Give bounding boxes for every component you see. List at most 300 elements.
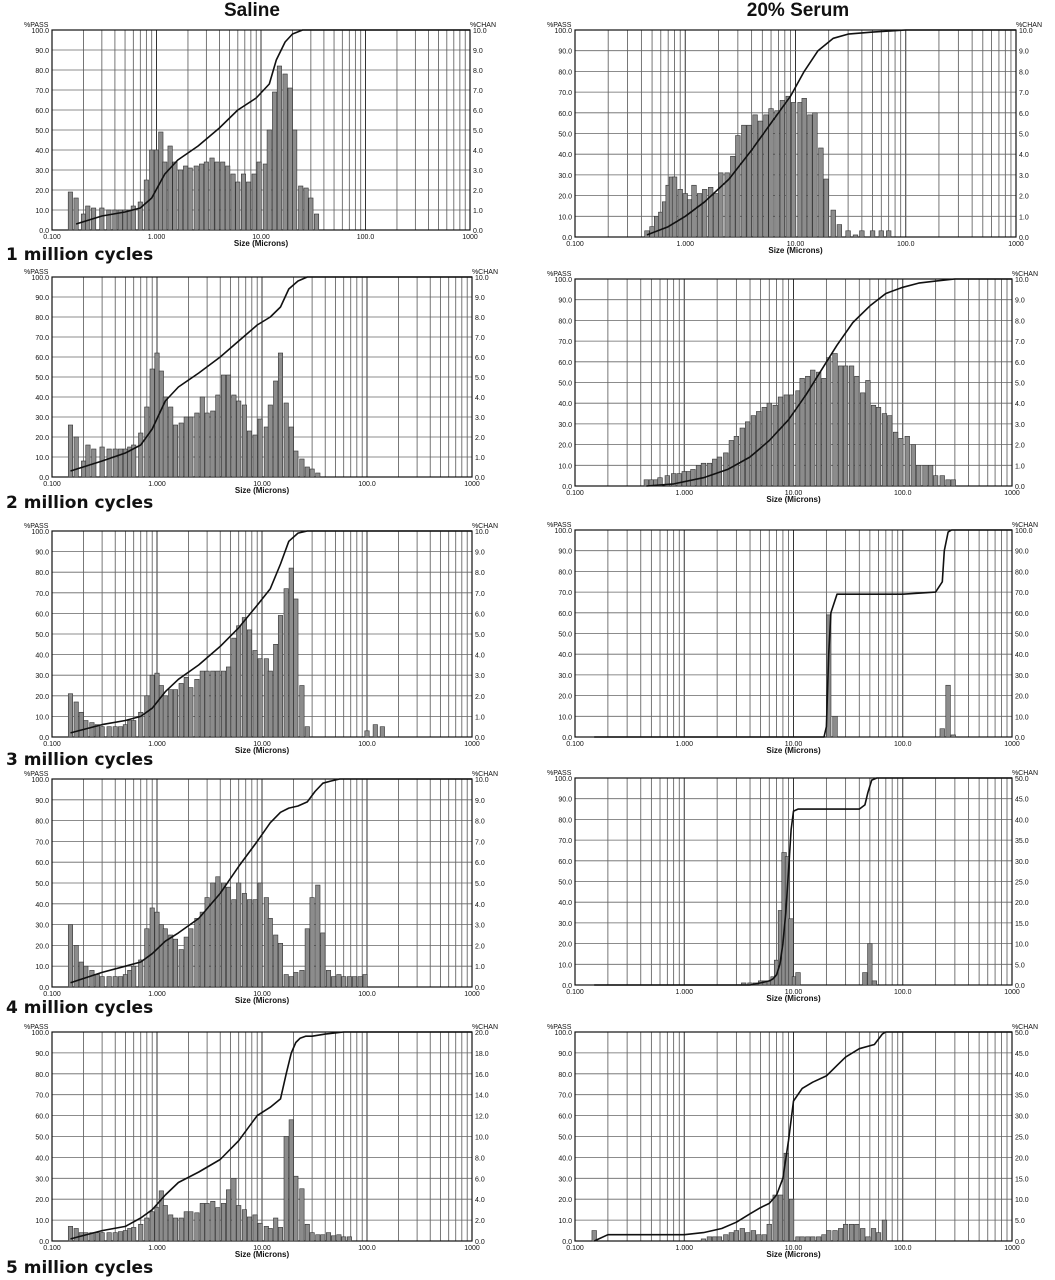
y2-tick-label: 8.0 <box>475 570 485 578</box>
y-axis-label: %PASS <box>24 523 49 530</box>
histogram-bar <box>284 589 288 737</box>
histogram-bar <box>321 933 325 987</box>
chart-panel-10 <box>529 1020 1055 1257</box>
y2-tick-label: 20.0 <box>1015 693 1029 701</box>
histogram-bar <box>846 231 851 237</box>
y2-tick-label: 3.0 <box>475 415 485 422</box>
histogram-bar <box>189 1212 193 1241</box>
y-tick-label: 80.0 <box>35 1071 49 1079</box>
histogram-bar <box>871 405 876 486</box>
histogram-bar <box>216 1208 220 1241</box>
y-axis-label: %PASS <box>547 522 572 529</box>
y-tick-label: 60.0 <box>558 858 572 866</box>
histogram-bar <box>253 435 257 477</box>
x-tick-label: 0.100 <box>566 741 584 748</box>
y2-tick-label: 0.0 <box>1015 484 1025 491</box>
histogram-bar <box>277 66 281 230</box>
y2-tick-label: 7.0 <box>1019 90 1029 98</box>
histogram-bar <box>762 1235 767 1241</box>
histogram-bar <box>90 970 94 987</box>
histogram-bar <box>786 96 791 237</box>
histogram-bar <box>267 130 271 230</box>
y2-tick-label: 35.0 <box>1015 838 1029 846</box>
histogram-bar <box>113 977 117 987</box>
histogram-bar <box>205 1203 209 1241</box>
y-tick-label: 100.0 <box>554 277 572 284</box>
y2-tick-label: 30.0 <box>1015 1113 1029 1121</box>
y-tick-label: 20.0 <box>558 693 572 701</box>
histogram-bar <box>309 198 313 230</box>
histogram-bar <box>775 111 780 237</box>
histogram-bar <box>204 162 208 230</box>
y2-tick-label: 3.0 <box>475 922 485 930</box>
y2-tick-label: 0.0 <box>475 985 485 992</box>
y-tick-label: 60.0 <box>35 108 49 115</box>
y-tick-label: 0.0 <box>562 1239 572 1246</box>
y-tick-label: 80.0 <box>35 68 49 75</box>
histogram-bar <box>822 378 827 486</box>
histogram-bar <box>342 1237 346 1241</box>
x-tick-label: 0.100 <box>566 490 584 497</box>
y2-tick-label: 8.0 <box>475 315 485 322</box>
histogram-bar <box>195 1213 199 1241</box>
histogram-bar <box>163 397 167 477</box>
y-tick-label: 70.0 <box>35 88 49 95</box>
x-tick-label: 10.00 <box>252 234 270 241</box>
y2-tick-label: 10.0 <box>475 1134 489 1142</box>
histogram-bar <box>342 977 346 987</box>
chart-panel-9 <box>6 1020 518 1257</box>
y2-tick-label: 45.0 <box>1015 1050 1029 1058</box>
histogram-bar <box>729 1233 734 1241</box>
y2-tick-label: 9.0 <box>475 549 485 557</box>
y-tick-label: 90.0 <box>35 549 49 557</box>
y-axis-label: %PASS <box>547 770 572 777</box>
histogram-bar <box>184 677 188 737</box>
x-tick-label: 10.00 <box>253 481 271 488</box>
x-tick-label: 1000 <box>462 234 478 241</box>
y-tick-label: 60.0 <box>35 355 49 362</box>
y-tick-label: 0.0 <box>39 228 49 235</box>
y-tick-label: 10.0 <box>35 1218 49 1226</box>
histogram-bar <box>767 403 772 486</box>
histogram-bar <box>107 1233 111 1241</box>
histogram-bar <box>316 885 320 987</box>
histogram-bar <box>876 1233 881 1241</box>
x-axis-label: Size (Microns) <box>766 994 821 1003</box>
histogram-bar <box>216 671 220 737</box>
histogram-bar <box>68 425 72 477</box>
row-label-2: 2 million cycles <box>6 493 154 513</box>
histogram-bar <box>855 376 860 486</box>
y-tick-label: 90.0 <box>35 48 49 55</box>
y-tick-label: 0.0 <box>39 1239 49 1246</box>
x-axis-label: Size (Microns) <box>234 746 290 755</box>
y-tick-label: 90.0 <box>558 48 572 56</box>
histogram-bar <box>179 1218 183 1241</box>
x-tick-label: 1.000 <box>675 490 694 497</box>
histogram-bar <box>253 650 257 737</box>
histogram-bar <box>773 1195 778 1241</box>
y2-tick-label: 5.0 <box>475 632 485 639</box>
histogram-bar <box>168 690 172 737</box>
histogram-bar <box>100 977 104 987</box>
y2-tick-label: 50.0 <box>1015 776 1029 783</box>
y-tick-label: 20.0 <box>35 188 49 195</box>
histogram-bar <box>876 407 881 486</box>
plot-area <box>24 269 498 495</box>
y2-tick-label: 30.0 <box>1015 858 1029 866</box>
histogram-bar <box>677 474 682 486</box>
x-tick-label: 10.00 <box>786 241 805 248</box>
histogram-bar <box>331 1236 335 1241</box>
y2-tick-label: 15.0 <box>1015 920 1029 928</box>
histogram-bar <box>644 480 649 486</box>
histogram-bar <box>232 395 236 477</box>
histogram-bar <box>200 912 204 987</box>
histogram-bar <box>802 98 807 237</box>
plot-area <box>547 22 1042 255</box>
x-tick-label: 1000 <box>464 481 480 488</box>
histogram-bar <box>184 417 188 477</box>
histogram-bar <box>268 1228 272 1241</box>
histogram-bar <box>696 465 701 486</box>
y-tick-label: 0.0 <box>39 985 49 992</box>
x-tick-label: 1.000 <box>675 1245 694 1252</box>
y2-axis-label: %CHAN <box>1015 22 1042 29</box>
histogram-bar <box>284 1137 288 1242</box>
histogram-bar <box>241 174 245 230</box>
histogram-bar <box>300 970 304 987</box>
histogram-bar <box>189 929 193 987</box>
histogram-bar <box>736 136 741 237</box>
y2-tick-label: 2.0 <box>475 435 485 442</box>
histogram-bar <box>232 900 236 987</box>
y-tick-label: 50.0 <box>35 1134 49 1142</box>
y2-tick-label: 0.0 <box>473 228 483 235</box>
y-tick-label: 30.0 <box>35 168 49 175</box>
y-tick-label: 20.0 <box>558 1197 572 1205</box>
y-tick-label: 60.0 <box>558 359 572 367</box>
histogram-bar <box>337 975 341 987</box>
y2-tick-label: 1.0 <box>475 964 485 972</box>
histogram-bar <box>278 353 282 477</box>
histogram-bar <box>184 1212 188 1241</box>
histogram-bar <box>168 1215 172 1241</box>
y2-tick-label: 5.0 <box>1019 131 1029 139</box>
y-tick-label: 10.0 <box>558 463 572 471</box>
y2-tick-label: 20.0 <box>475 1030 489 1037</box>
y-axis-label: %PASS <box>547 22 572 29</box>
histogram-bar <box>831 210 836 237</box>
histogram-bar <box>745 422 750 486</box>
y-tick-label: 100.0 <box>31 275 49 282</box>
x-tick-label: 0.100 <box>43 1245 61 1252</box>
histogram-bar <box>294 451 298 477</box>
y-tick-label: 90.0 <box>35 295 49 302</box>
histogram-bar <box>195 413 199 477</box>
histogram-bar <box>299 186 303 230</box>
y-tick-label: 80.0 <box>35 315 49 322</box>
y-tick-label: 60.0 <box>35 1113 49 1121</box>
y-tick-label: 50.0 <box>558 380 572 388</box>
histogram-bar <box>178 170 182 230</box>
row-label-3: 3 million cycles <box>6 750 154 770</box>
chart-panel-5 <box>6 519 518 753</box>
row-label-1: 1 million cycles <box>6 245 154 265</box>
histogram-bar <box>928 465 933 486</box>
y-tick-label: 40.0 <box>35 901 49 909</box>
y-tick-label: 40.0 <box>35 395 49 402</box>
histogram-bar <box>316 1235 320 1241</box>
histogram-bar <box>886 231 891 237</box>
y2-tick-label: 4.0 <box>473 148 483 155</box>
y2-tick-label: 4.0 <box>475 1197 485 1205</box>
histogram-bar <box>305 1224 309 1241</box>
x-axis-label: Size (Microns) <box>234 1250 290 1259</box>
x-tick-label: 1.000 <box>147 234 166 241</box>
y-tick-label: 50.0 <box>35 375 49 382</box>
histogram-bar <box>237 883 241 987</box>
y-tick-label: 90.0 <box>558 297 572 305</box>
y2-tick-label: 20.0 <box>1015 900 1029 908</box>
histogram-bar <box>189 688 193 737</box>
x-tick-label: 10.00 <box>253 1245 271 1252</box>
histogram-bar <box>288 88 292 230</box>
histogram-bar <box>855 1224 860 1241</box>
histogram-bar <box>173 162 177 230</box>
histogram-bar <box>123 1231 127 1241</box>
y2-tick-label: 4.0 <box>1019 152 1029 160</box>
x-tick-label: 100.0 <box>896 241 915 248</box>
histogram-bar <box>822 1235 827 1241</box>
histogram-bar <box>380 727 384 737</box>
histogram-bar <box>714 194 719 237</box>
histogram-bar <box>95 1233 99 1241</box>
histogram-bar <box>74 437 78 477</box>
y-tick-label: 30.0 <box>558 920 572 928</box>
y-axis-label: %PASS <box>547 271 572 278</box>
y2-tick-label: 8.0 <box>1015 318 1025 326</box>
y2-axis-label: %CHAN <box>471 523 498 530</box>
x-tick-label: 1000 <box>464 1245 480 1252</box>
y-tick-label: 80.0 <box>558 69 572 77</box>
histogram-bar <box>100 1233 104 1241</box>
y2-axis-label: %CHAN <box>471 771 498 778</box>
x-tick-label: 100.0 <box>358 481 376 488</box>
y-tick-label: 80.0 <box>35 570 49 578</box>
histogram-bar <box>789 1199 794 1241</box>
y2-axis-label: %CHAN <box>471 1024 498 1031</box>
x-tick-label: 100.0 <box>893 741 912 748</box>
histogram-bar <box>951 480 956 486</box>
histogram-bar <box>118 977 122 987</box>
x-tick-label: 1000 <box>1008 241 1024 248</box>
histogram-bar <box>100 208 104 230</box>
histogram-bar <box>68 192 72 230</box>
y2-tick-label: 8.0 <box>475 818 485 826</box>
histogram-bar <box>232 1178 236 1241</box>
x-axis-label: Size (Microns) <box>233 239 289 248</box>
histogram-bar <box>882 1220 887 1241</box>
histogram-bar <box>195 679 199 737</box>
chart-panel-3 <box>6 265 518 493</box>
histogram-bar <box>86 206 90 230</box>
histogram-bar <box>221 375 225 477</box>
histogram-bar <box>778 1195 783 1241</box>
histogram-bar <box>284 403 288 477</box>
histogram-bar <box>866 380 871 486</box>
histogram-bar <box>712 1237 717 1241</box>
x-axis-label: Size (Microns) <box>234 996 290 1005</box>
histogram-bar <box>163 696 167 737</box>
y2-tick-label: 6.0 <box>475 355 485 362</box>
histogram-bar <box>294 599 298 737</box>
histogram-bar <box>751 416 756 486</box>
histogram-bar <box>118 1232 122 1241</box>
y2-tick-label: 3.0 <box>473 168 483 175</box>
histogram-bar <box>247 1217 251 1241</box>
y-tick-label: 10.0 <box>35 964 49 972</box>
y-axis-label: %PASS <box>24 269 49 276</box>
y2-tick-label: 0.0 <box>475 1239 485 1246</box>
y-tick-label: 0.0 <box>39 475 49 482</box>
y-tick-label: 100.0 <box>31 529 49 536</box>
histogram-bar <box>273 381 277 477</box>
histogram-bar <box>916 465 921 486</box>
y2-tick-label: 15.0 <box>1015 1176 1029 1184</box>
x-tick-label: 100.0 <box>358 1245 376 1252</box>
histogram-bar <box>701 1239 706 1241</box>
y-tick-label: 30.0 <box>558 421 572 429</box>
y2-tick-label: 2.0 <box>475 693 485 701</box>
y2-tick-label: 4.0 <box>475 395 485 402</box>
y2-tick-label: 3.0 <box>1015 421 1025 429</box>
x-tick-label: 1000 <box>1004 989 1020 996</box>
y-tick-label: 10.0 <box>558 1218 572 1226</box>
x-tick-label: 1.000 <box>148 481 166 488</box>
y-tick-label: 50.0 <box>35 881 49 888</box>
x-tick-label: 0.100 <box>566 989 584 996</box>
y-tick-label: 30.0 <box>558 172 572 180</box>
histogram-bar <box>139 433 143 477</box>
x-tick-label: 10.00 <box>253 991 271 998</box>
y-tick-label: 40.0 <box>558 1155 572 1163</box>
histogram-bar <box>173 425 177 477</box>
x-tick-label: 1.000 <box>675 741 694 748</box>
y-tick-label: 80.0 <box>558 1071 572 1079</box>
y-tick-label: 40.0 <box>558 900 572 908</box>
y2-tick-label: 0.0 <box>1015 735 1025 742</box>
histogram-bar <box>833 716 838 737</box>
y2-tick-label: 10.0 <box>1015 941 1029 949</box>
plot-area <box>24 22 496 248</box>
histogram-bar <box>718 173 723 237</box>
histogram-bar <box>79 712 83 737</box>
histogram-bar <box>826 358 831 486</box>
x-tick-label: 0.100 <box>566 241 584 248</box>
y2-tick-label: 7.0 <box>475 839 485 847</box>
y2-tick-label: 0.0 <box>475 475 485 482</box>
histogram-bar <box>189 417 193 477</box>
histogram-bar <box>258 419 262 477</box>
y-tick-label: 80.0 <box>558 817 572 825</box>
histogram-bar <box>331 977 335 987</box>
histogram-bar <box>268 405 272 477</box>
histogram-bar <box>107 449 111 477</box>
x-tick-label: 0.100 <box>566 1245 584 1252</box>
y2-axis-label: %CHAN <box>1011 271 1038 278</box>
histogram-bar <box>305 467 309 477</box>
histogram-bar <box>253 900 257 987</box>
y-tick-label: 20.0 <box>35 943 49 951</box>
y-tick-label: 70.0 <box>558 1092 572 1100</box>
histogram-bar <box>734 436 739 486</box>
cumulative-line <box>71 1032 473 1239</box>
x-tick-label: 1000 <box>464 991 480 998</box>
histogram-bar <box>123 725 127 737</box>
histogram-bar <box>702 189 707 237</box>
y2-tick-label: 70.0 <box>1015 590 1029 598</box>
y-tick-label: 60.0 <box>35 611 49 619</box>
histogram-bar <box>769 109 774 237</box>
histogram-bar <box>816 1237 821 1241</box>
y2-tick-label: 9.0 <box>1015 297 1025 305</box>
y-tick-label: 50.0 <box>558 131 572 139</box>
x-tick-label: 100.0 <box>893 1245 912 1252</box>
histogram-bar <box>210 158 214 230</box>
y2-tick-label: 10.0 <box>475 275 489 282</box>
histogram-bar <box>843 366 848 486</box>
y2-tick-label: 5.0 <box>475 375 485 382</box>
y-tick-label: 100.0 <box>554 776 572 783</box>
histogram-bar <box>882 414 887 486</box>
y2-tick-label: 1.0 <box>1015 463 1025 471</box>
y-tick-label: 90.0 <box>558 548 572 556</box>
y-tick-label: 10.0 <box>35 208 49 215</box>
y2-tick-label: 90.0 <box>1015 548 1029 556</box>
y2-tick-label: 7.0 <box>473 88 483 95</box>
histogram-bar <box>879 231 884 237</box>
histogram-bar <box>168 935 172 987</box>
histogram-bar <box>284 975 288 987</box>
x-tick-label: 1.000 <box>148 1245 166 1252</box>
histogram-bar <box>697 194 702 237</box>
histogram-bar <box>316 473 320 477</box>
histogram-bar <box>872 981 877 985</box>
histogram-bar <box>358 977 362 987</box>
histogram-bar <box>838 1228 843 1241</box>
y2-tick-label: 4.0 <box>475 901 485 909</box>
histogram-bar <box>107 210 111 230</box>
histogram-bar <box>305 727 309 737</box>
y-tick-label: 40.0 <box>35 1155 49 1163</box>
y-tick-label: 100.0 <box>31 777 49 784</box>
histogram-bar <box>753 115 758 237</box>
x-tick-label: 0.100 <box>43 991 61 998</box>
y-tick-label: 10.0 <box>35 455 49 462</box>
histogram-bar <box>808 115 813 237</box>
histogram-bar <box>188 168 192 230</box>
plot-area <box>24 771 498 1005</box>
x-tick-label: 10.00 <box>253 741 271 748</box>
histogram-bar <box>871 1228 876 1241</box>
y2-tick-label: 6.0 <box>475 1176 485 1184</box>
histogram-bar <box>868 944 873 985</box>
x-tick-label: 100.0 <box>356 234 375 241</box>
y2-tick-label: 10.0 <box>1015 1197 1029 1205</box>
histogram-bar <box>113 727 117 737</box>
